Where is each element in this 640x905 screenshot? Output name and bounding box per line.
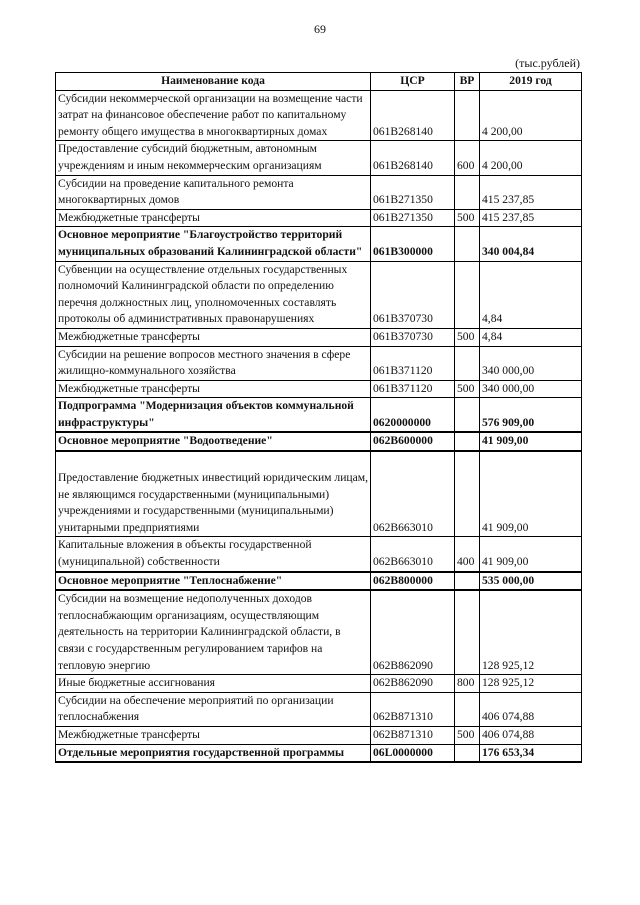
row-name: Межбюджетные трансферты <box>56 328 371 346</box>
row-name: Основное мероприятие "Водоотведение" <box>56 432 371 451</box>
table-row <box>56 590 582 674</box>
page-number: 69 <box>314 22 326 36</box>
row-csr: 062B871310 <box>371 726 455 744</box>
table-row <box>56 346 582 380</box>
row-sum: 406 074,88 <box>480 726 582 744</box>
row-csr: 062B862090 <box>371 590 455 674</box>
row-csr: 061B268140 <box>371 141 455 175</box>
budget-table <box>55 72 582 763</box>
row-sum: 4,84 <box>480 261 582 328</box>
row-csr: 061B370730 <box>371 328 455 346</box>
row-vr <box>455 261 480 328</box>
row-name: Капитальные вложения в объекты государственной (муниципальной) собственности <box>56 537 371 572</box>
table-row-section <box>56 398 582 433</box>
row-csr: 062B600000 <box>371 432 455 451</box>
row-sum: 41 909,00 <box>480 537 582 572</box>
row-name: Субсидии на решение вопросов местного значения в сфере жилищно-коммунального хозяйства <box>56 346 371 380</box>
row-sum: 535 000,00 <box>480 572 582 591</box>
row-name: Субвенции на осуществление отдельных государственных полномочий Калининградской области по определению перечня должностных лиц, уполномоченных составлять протоколы об административных правонарушениях <box>56 261 371 328</box>
row-csr: 062B871310 <box>371 692 455 726</box>
row-csr: 062B800000 <box>371 572 455 591</box>
row-csr: 0620000000 <box>371 398 455 433</box>
row-vr <box>455 346 480 380</box>
row-sum: 176 653,34 <box>480 744 582 762</box>
row-vr: 500 <box>455 328 480 346</box>
table-header-row <box>56 73 582 91</box>
table-row <box>56 692 582 726</box>
row-name: Субсидии на возмещение недополученных доходов теплоснабжающим организациям, осуществляющим деятельность на территории Калининградской области, в связи с государственным регулированием тарифов на тепловую энергию <box>56 590 371 674</box>
row-vr <box>455 227 480 261</box>
units-label: (тыс.рублей) <box>515 56 580 70</box>
table-row <box>56 726 582 744</box>
row-vr <box>455 432 480 451</box>
row-name: Субсидии на обеспечение мероприятий по организации теплоснабжения <box>56 692 371 726</box>
header-sum: 2019 год <box>480 73 582 91</box>
row-name: Основное мероприятие "Благоустройство территорий муниципальных образований Калининградской области" <box>56 227 371 261</box>
row-sum: 128 925,12 <box>480 590 582 674</box>
row-vr <box>455 572 480 591</box>
row-name: Предоставление бюджетных инвестиций юридическим лицам, не являющимся государственными (муниципальными) учреждениями и государственными (муниципальными) унитарными предприятиями <box>56 451 371 537</box>
table-row-section <box>56 572 582 591</box>
table-row <box>56 175 582 209</box>
row-csr: 061B271350 <box>371 209 455 227</box>
row-vr <box>455 175 480 209</box>
table-row-section <box>56 432 582 451</box>
table-row <box>56 675 582 693</box>
table-row-section <box>56 227 582 261</box>
row-csr: 061B271350 <box>371 175 455 209</box>
header-vr: ВР <box>455 73 480 91</box>
row-csr: 061B371120 <box>371 380 455 398</box>
row-vr <box>455 692 480 726</box>
row-sum: 128 925,12 <box>480 675 582 693</box>
row-csr: 062B862090 <box>371 675 455 693</box>
row-name: Субсидии на проведение капитального ремонта многоквартирных домов <box>56 175 371 209</box>
row-sum: 4,84 <box>480 328 582 346</box>
row-sum: 340 000,00 <box>480 346 582 380</box>
table-row <box>56 328 582 346</box>
header-csr: ЦСР <box>371 73 455 91</box>
row-csr: 062B663010 <box>371 451 455 537</box>
table-row <box>56 209 582 227</box>
row-name: Предоставление субсидий бюджетным, автономным учреждениям и иным некоммерческим организациям <box>56 141 371 175</box>
row-sum: 4 200,00 <box>480 141 582 175</box>
row-csr: 061B268140 <box>371 90 455 141</box>
table-row <box>56 141 582 175</box>
row-csr: 06L0000000 <box>371 744 455 762</box>
row-name: Субсидии некоммерческой организации на возмещение части затрат на финансовое обеспечение работ по капитальному ремонту общего имущества в многоквартирных домах <box>56 90 371 141</box>
row-vr: 500 <box>455 726 480 744</box>
row-sum: 340 000,00 <box>480 380 582 398</box>
row-vr <box>455 590 480 674</box>
row-sum: 415 237,85 <box>480 175 582 209</box>
row-name: Основное мероприятие "Теплоснабжение" <box>56 572 371 591</box>
row-sum: 406 074,88 <box>480 692 582 726</box>
row-name: Межбюджетные трансферты <box>56 380 371 398</box>
row-vr: 500 <box>455 209 480 227</box>
table-row <box>56 451 582 537</box>
table-row <box>56 261 582 328</box>
table-row <box>56 90 582 141</box>
row-csr: 061B300000 <box>371 227 455 261</box>
row-csr: 062B663010 <box>371 537 455 572</box>
row-vr <box>455 398 480 433</box>
row-vr: 600 <box>455 141 480 175</box>
row-vr: 800 <box>455 675 480 693</box>
row-sum: 4 200,00 <box>480 90 582 141</box>
row-csr: 061B371120 <box>371 346 455 380</box>
row-sum: 340 004,84 <box>480 227 582 261</box>
row-sum: 415 237,85 <box>480 209 582 227</box>
row-name: Отдельные мероприятия государственной программы <box>56 744 371 762</box>
row-sum: 41 909,00 <box>480 451 582 537</box>
row-name: Иные бюджетные ассигнования <box>56 675 371 693</box>
row-csr: 061B370730 <box>371 261 455 328</box>
table-row-section <box>56 744 582 762</box>
table-row <box>56 537 582 572</box>
row-name: Межбюджетные трансферты <box>56 209 371 227</box>
row-vr <box>455 451 480 537</box>
row-sum: 41 909,00 <box>480 432 582 451</box>
header-name: Наименование кода <box>56 73 371 91</box>
table-row <box>56 380 582 398</box>
row-name: Подпрограмма "Модернизация объектов коммунальной инфраструктуры" <box>56 398 371 433</box>
row-name: Межбюджетные трансферты <box>56 726 371 744</box>
row-sum: 576 909,00 <box>480 398 582 433</box>
row-vr <box>455 744 480 762</box>
row-vr: 500 <box>455 380 480 398</box>
row-vr <box>455 90 480 141</box>
row-vr: 400 <box>455 537 480 572</box>
